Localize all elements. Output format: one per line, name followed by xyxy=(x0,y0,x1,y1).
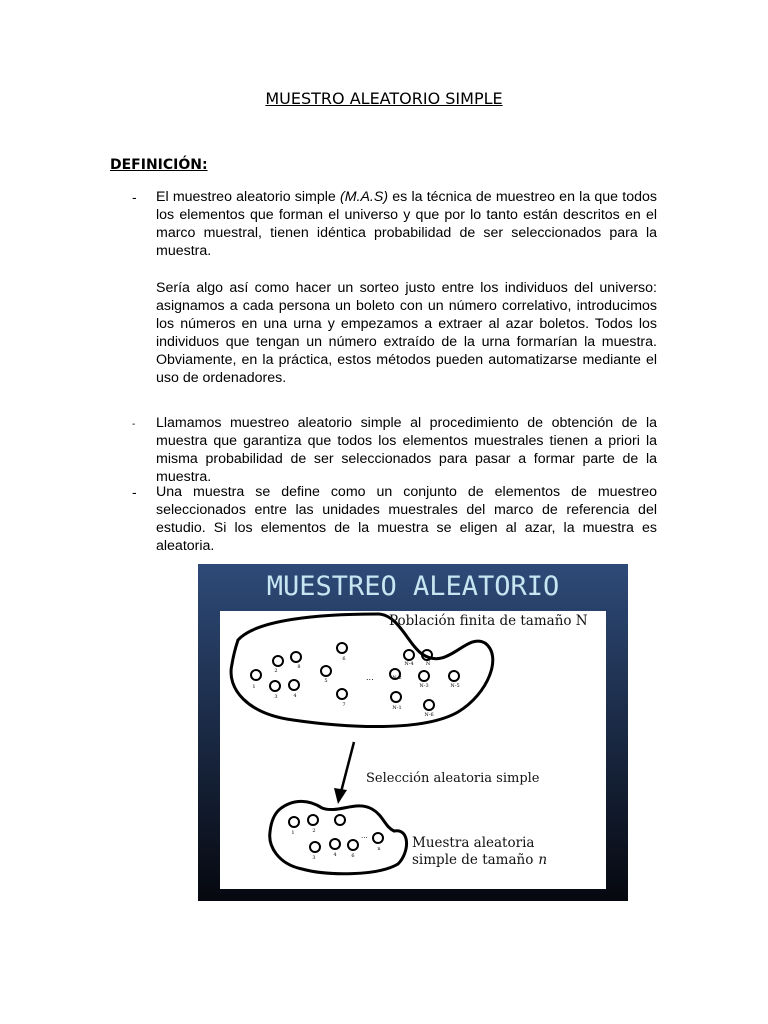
sample-size-n: n xyxy=(538,852,548,868)
point-label: 2 xyxy=(312,828,316,834)
point-label: n xyxy=(377,846,381,852)
bullet-marker: - xyxy=(132,189,137,205)
point-label: 1 xyxy=(291,830,295,836)
bullet-paragraph: Llamamos muestreo aleatorio simple al procedimiento de obtención de la muestra que garantiza que todos los elementos muestrales tienen a priori la misma probabilidad de ser seleccionados para pasar a formar parte de la muestra. xyxy=(156,415,657,485)
point-label: 1 xyxy=(252,684,256,690)
selection-label: Selección aleatoria simple xyxy=(366,771,540,786)
point-label: 5 xyxy=(324,678,328,684)
point-label: N xyxy=(425,661,431,667)
paragraph-text: es la técnica de muestreo en la que todos los elementos que forman el universo y que por lo tanto están descritos en el marco muestral, tienen idéntica probabilidad de ser seleccionados para la muestra. xyxy=(156,189,657,259)
point-label: 2 xyxy=(274,668,278,674)
sample-label-line2 xyxy=(412,852,547,868)
point-label: N-5 xyxy=(450,683,460,689)
figure-title: MUESTREO ALEATORIO xyxy=(266,571,560,602)
sample-label-text: simple de tamaño xyxy=(412,852,534,868)
point-label: 8 xyxy=(297,664,301,670)
point-label: N-2 xyxy=(392,675,402,681)
point-label: 3 xyxy=(312,855,316,861)
abbreviation: (M.A.S) xyxy=(339,189,389,205)
definition-paragraph xyxy=(156,189,657,261)
point-label: 4 xyxy=(293,693,297,699)
ellipsis: ... xyxy=(366,673,374,682)
example-paragraph: Sería algo así como hacer un sorteo justo entre los individuos del universo: asignamos a cada persona un boleto con un número correlativo, introducimos los números en una urna y empezamos a extraer al azar boletos. Todos los individuos que tengan un número extraído de la urna formarían la muestra. Obviamente, en la práctica, estos métodos pueden automatizarse mediante el uso de ordenadores. xyxy=(156,280,657,386)
population-label: Población finita de tamaño N xyxy=(389,613,588,629)
point-label: 7 xyxy=(342,702,346,708)
point-label: N-4 xyxy=(404,661,414,667)
sample-label-line1: Muestra aleatoria xyxy=(412,835,535,851)
point-label: N-6 xyxy=(424,712,434,718)
section-heading: DEFINICIÓN: xyxy=(110,157,208,173)
document-title: MUESTRO ALEATORIO SIMPLE xyxy=(265,89,503,108)
point-label: N-1 xyxy=(392,705,402,711)
bullet-paragraph: Una muestra se define como un conjunto de elementos de muestreo seleccionados entre las unidades muestrales del marco de referencia del estudio. Si los elementos de la muestra se eligen al azar, la muestra es aleatoria. xyxy=(156,484,657,554)
point-label: 3 xyxy=(274,694,278,700)
paragraph-text: El muestreo aleatorio simple xyxy=(156,189,340,205)
point-label: 6 xyxy=(351,853,355,859)
point-label: 6 xyxy=(342,656,346,662)
point-label: 4 xyxy=(333,852,337,858)
ellipsis: ... xyxy=(361,832,368,840)
point-label: N-3 xyxy=(419,683,429,689)
bullet-marker: - xyxy=(132,484,137,500)
bullet-marker: - xyxy=(132,419,136,430)
sampling-diagram xyxy=(198,564,628,901)
